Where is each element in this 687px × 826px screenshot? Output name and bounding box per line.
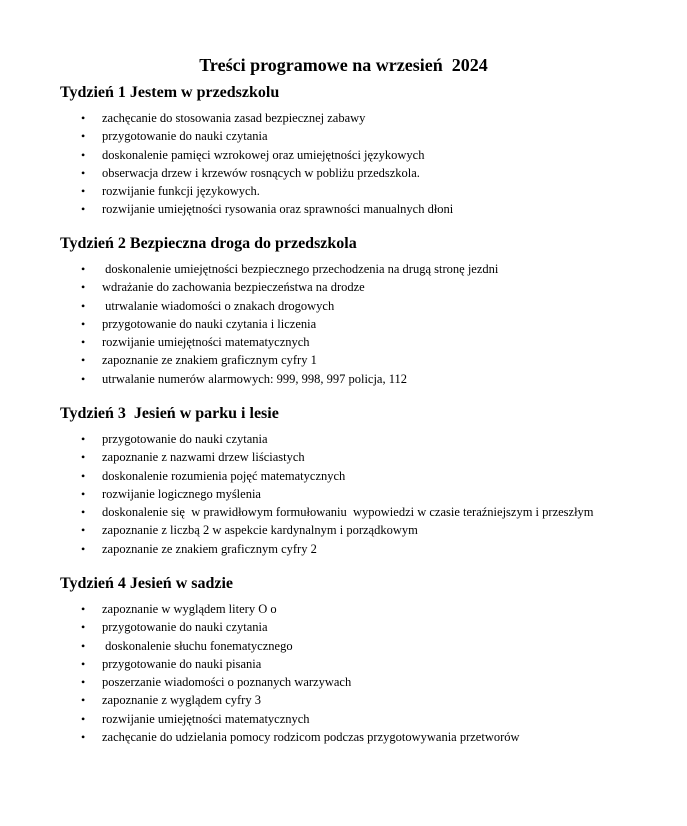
bullet-icon: • <box>81 432 86 446</box>
list-item-text: zapoznanie z nazwami drzew liściastych <box>102 450 305 465</box>
list-item <box>60 710 680 728</box>
week-2-section <box>60 234 680 388</box>
bullet-icon: • <box>81 184 86 199</box>
bullet-icon: • <box>81 353 86 368</box>
list-item-text: doskonalenie słuchu fonematycznego <box>102 638 293 653</box>
list-item <box>60 370 680 388</box>
list-item <box>60 351 680 369</box>
list-item <box>60 540 680 558</box>
week-heading: Tydzień 4 Jesień w sadzie <box>60 575 234 592</box>
list-item-text: doskonalenie rozumienia pojęć matematycznych <box>102 468 346 483</box>
bullet-icon: • <box>81 602 86 616</box>
list-item <box>60 333 680 351</box>
week-heading: Tydzień 1 Jestem w przedszkolu <box>60 84 280 101</box>
list-item-text: wdrażanie do zachowania bezpieczeństwa na drodze <box>102 280 365 295</box>
bullet-icon: • <box>81 450 86 465</box>
bullet-icon: • <box>81 262 86 276</box>
bullet-icon: • <box>81 316 86 331</box>
bullet-icon: • <box>81 371 86 386</box>
bullet-icon: • <box>81 656 86 671</box>
list-item <box>60 164 680 182</box>
list-item <box>60 485 680 503</box>
list-item-text: zapoznanie ze znakiem graficznym cyfry 2 <box>102 541 317 556</box>
list-item <box>60 127 680 145</box>
week-3-section <box>60 404 680 558</box>
bullet-icon: • <box>81 486 86 501</box>
bullet-icon: • <box>81 541 86 556</box>
list-item-text: zapoznanie ze znakiem graficznym cyfry 1 <box>102 353 317 368</box>
list-item <box>60 448 680 466</box>
week-1-section <box>60 83 680 219</box>
list-item <box>60 109 680 127</box>
list-item-text: przygotowanie do nauki czytania i liczenia <box>102 316 317 331</box>
list-item-text: rozwijanie logicznego myślenia <box>102 486 261 501</box>
week-item-list <box>60 260 680 388</box>
bullet-icon: • <box>81 711 86 726</box>
list-item <box>60 146 680 164</box>
list-item-text: rozwijanie funkcji językowych. <box>102 184 260 199</box>
list-item <box>60 673 680 691</box>
list-item-text: utrwalanie wiadomości o znakach drogowych <box>102 298 335 313</box>
week-heading: Tydzień 2 Bezpieczna droga do przedszkola <box>60 235 357 252</box>
list-item-text: przygotowanie do nauki czytania <box>102 432 268 446</box>
bullet-icon: • <box>81 468 86 483</box>
list-item <box>60 728 680 746</box>
bullet-icon: • <box>81 298 86 313</box>
bullet-icon: • <box>81 730 86 745</box>
bullet-icon: • <box>81 335 86 350</box>
list-item-text: przygotowanie do nauki czytania <box>102 620 268 635</box>
list-item-text: zapoznanie w wyglądem litery O o <box>102 602 277 616</box>
bullet-icon: • <box>81 638 86 653</box>
bullet-icon: • <box>81 129 86 144</box>
list-item-text: rozwijanie umiejętności matematycznych <box>102 335 310 350</box>
list-item-text: doskonalenie umiejętności bezpiecznego przechodzenia na drugą stronę jezdni <box>102 262 499 276</box>
list-item-text: obserwacja drzew i krzewów rosnących w pobliżu przedszkola. <box>102 165 420 180</box>
bullet-icon: • <box>81 165 86 180</box>
list-item <box>60 315 680 333</box>
list-item-text: doskonalenie się w prawidłowym formułowaniu wypowiedzi w czasie teraźniejszym i przeszłym <box>102 505 594 520</box>
list-item <box>60 430 680 448</box>
list-item-text: przygotowanie do nauki pisania <box>102 656 262 671</box>
bullet-icon: • <box>81 147 86 162</box>
list-item <box>60 297 680 315</box>
list-item <box>60 691 680 709</box>
bullet-icon: • <box>81 202 86 217</box>
list-item-text: zapoznanie z wyglądem cyfry 3 <box>102 693 261 708</box>
list-item <box>60 637 680 655</box>
list-item-text: utrwalanie numerów alarmowych: 999, 998, 997 policja, 112 <box>102 371 408 386</box>
list-item-text: doskonalenie pamięci wzrokowej oraz umiejętności językowych <box>102 147 425 162</box>
list-item <box>60 655 680 673</box>
list-item <box>60 260 680 278</box>
list-item <box>60 521 680 539</box>
list-item <box>60 618 680 636</box>
list-item-text: rozwijanie umiejętności matematycznych <box>102 711 310 726</box>
list-item-text: zachęcanie do udzielania pomocy rodzicom podczas przygotowywania przetworów <box>102 730 520 745</box>
bullet-icon: • <box>81 111 86 125</box>
list-item <box>60 200 680 218</box>
list-item <box>60 467 680 485</box>
week-item-list <box>60 600 680 746</box>
list-item-text: przygotowanie do nauki czytania <box>102 129 268 144</box>
list-item <box>60 503 680 521</box>
week-item-list <box>60 430 680 558</box>
document-title: Treści programowe na wrzesień 2024 <box>199 55 488 75</box>
list-item <box>60 600 680 618</box>
list-item-text: poszerzanie wiadomości o poznanych warzywach <box>102 675 352 690</box>
week-4-section <box>60 574 680 746</box>
bullet-icon: • <box>81 505 86 520</box>
bullet-icon: • <box>81 693 86 708</box>
bullet-icon: • <box>81 523 86 538</box>
list-item-text: rozwijanie umiejętności rysowania oraz sprawności manualnych dłoni <box>102 202 454 217</box>
bullet-icon: • <box>81 675 86 690</box>
list-item-text: zachęcanie do stosowania zasad bezpiecznej zabawy <box>102 111 366 125</box>
list-item <box>60 182 680 200</box>
list-item-text: zapoznanie z liczbą 2 w aspekcie kardynalnym i porządkowym <box>102 523 418 538</box>
week-heading: Tydzień 3 Jesień w parku i lesie <box>60 405 279 422</box>
bullet-icon: • <box>81 620 86 635</box>
bullet-icon: • <box>81 280 86 295</box>
list-item <box>60 278 680 296</box>
week-item-list <box>60 109 680 219</box>
